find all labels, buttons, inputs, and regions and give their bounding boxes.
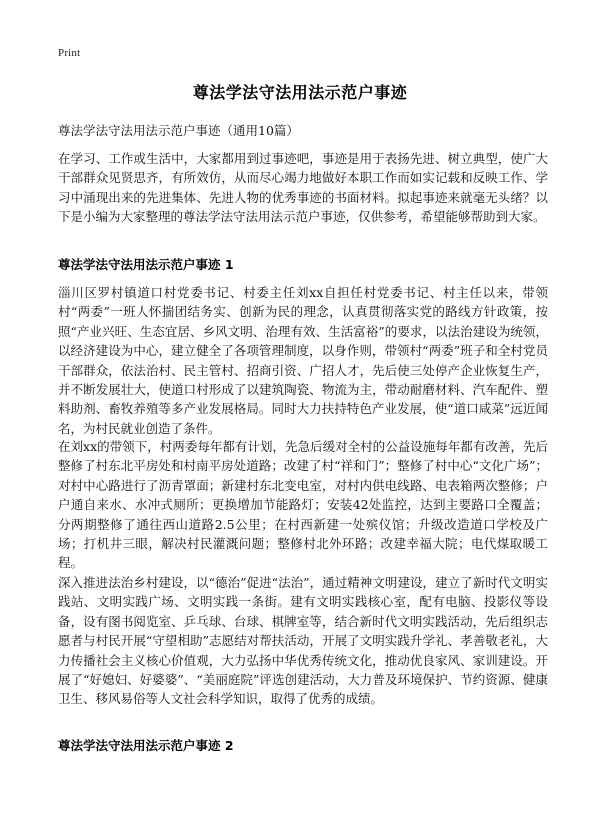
- print-label[interactable]: Print: [58, 47, 81, 59]
- intro-paragraph: 在学习、工作或生活中，大家都用到过事迹吧，事迹是用于表扬先进、树立典型，使广大干部群众见贤思齐，有所效仿，从而尽心竭力地做好本职工作而如实记载和反映工作、学习中涌现出来的先进集体、先进人物的优秀事迹的书面材料。拟起事迹来就毫无头绪？以下是小编为大家整理的尊法学法守法用法示范户事迹，仅供参考，希望能够帮助到大家。: [58, 151, 548, 225]
- document-subtitle: 尊法学法守法用法示范户事迹（通用10篇）: [58, 123, 299, 138]
- section-1-paragraph-1: 淄川区罗村镇道口村党委书记、村委主任刘xx自担任村党委书记、村主任以来，带领村“两委”一班人怀揣团结务实、创新为民的理念，认真贯彻落实党的路线方针政策，按照“产业兴旺、生态宜居、乡风文明、治理有效、生活富裕”的要求，以法治建设为统领，以经济建设为中心，建立健全了各项管理制度，以身作则，带领村“两委”班子和全村党员干部群众，依法治村、民主管村、招商引资、广招人才，先后使三处停产企业恢复生产，并不断发展壮大，使道口村形成了以建筑陶瓷、物流为主，带动耐磨材料、汽车配件、塑料助剂、畜牧养殖等多产业发展格局。同时大力扶持特色产业发展，使“道口咸菜”远近闻名，为村民就业创造了条件。: [58, 285, 548, 436]
- page-title: 尊法学法守法用法示范户事迹: [192, 83, 408, 102]
- section-heading-2: 尊法学法守法用法示范户事迹 2: [58, 738, 234, 753]
- section-heading-1: 尊法学法守法用法示范户事迹 1: [58, 257, 234, 272]
- section-1-paragraph-3: 深入推进法治乡村建设，以“德治”促进“法治”，通过精神文明建设，建立了新时代文明实践站、文明实践广场、文明实践一条街。建有文明实践核心室，配有电脑、投影仪等设备，设有图书阅览室、乒乓球、台球、棋牌室等，结合新时代文明实践活动，先后组织志愿者与村民开展“守望相助”志愿结对帮扶活动，开展了文明实践升学礼、孝善敬老礼，大力传播社会主义核心价值观，大力弘扬中华优秀传统文化，推动优良家风、家训建设。开展了“好媳妇、好婆婆”、“美丽庭院”评选创建活动，大力普及环境保护、节约资源、健康卫生、移风易俗等人文社会科学知识，取得了优秀的成绩。: [58, 575, 548, 707]
- section-1-paragraph-2: 在刘xx的带领下，村两委每年都有计划，先急后缓对全村的公益设施每年都有改善，先后整修了村东北平房处和村南平房处道路；改建了村“祥和门”；整修了村中心“文化广场”；对村中心路进行了沥青罩面；新建村东北变电室，对村内供电线路、电表箱两次整修；户户通自来水、水冲式厕所；更换增加节能路灯；安装42处监控，达到主要路口全覆盖；分两期整修了通往西山道路2.5公里；在村西新建一处殡仪馆；升级改造道口学校及广场；打机井三眼，解决村民灌溉问题；整修村北外环路；改建幸福大院；电代煤取暖工程。: [58, 439, 548, 571]
